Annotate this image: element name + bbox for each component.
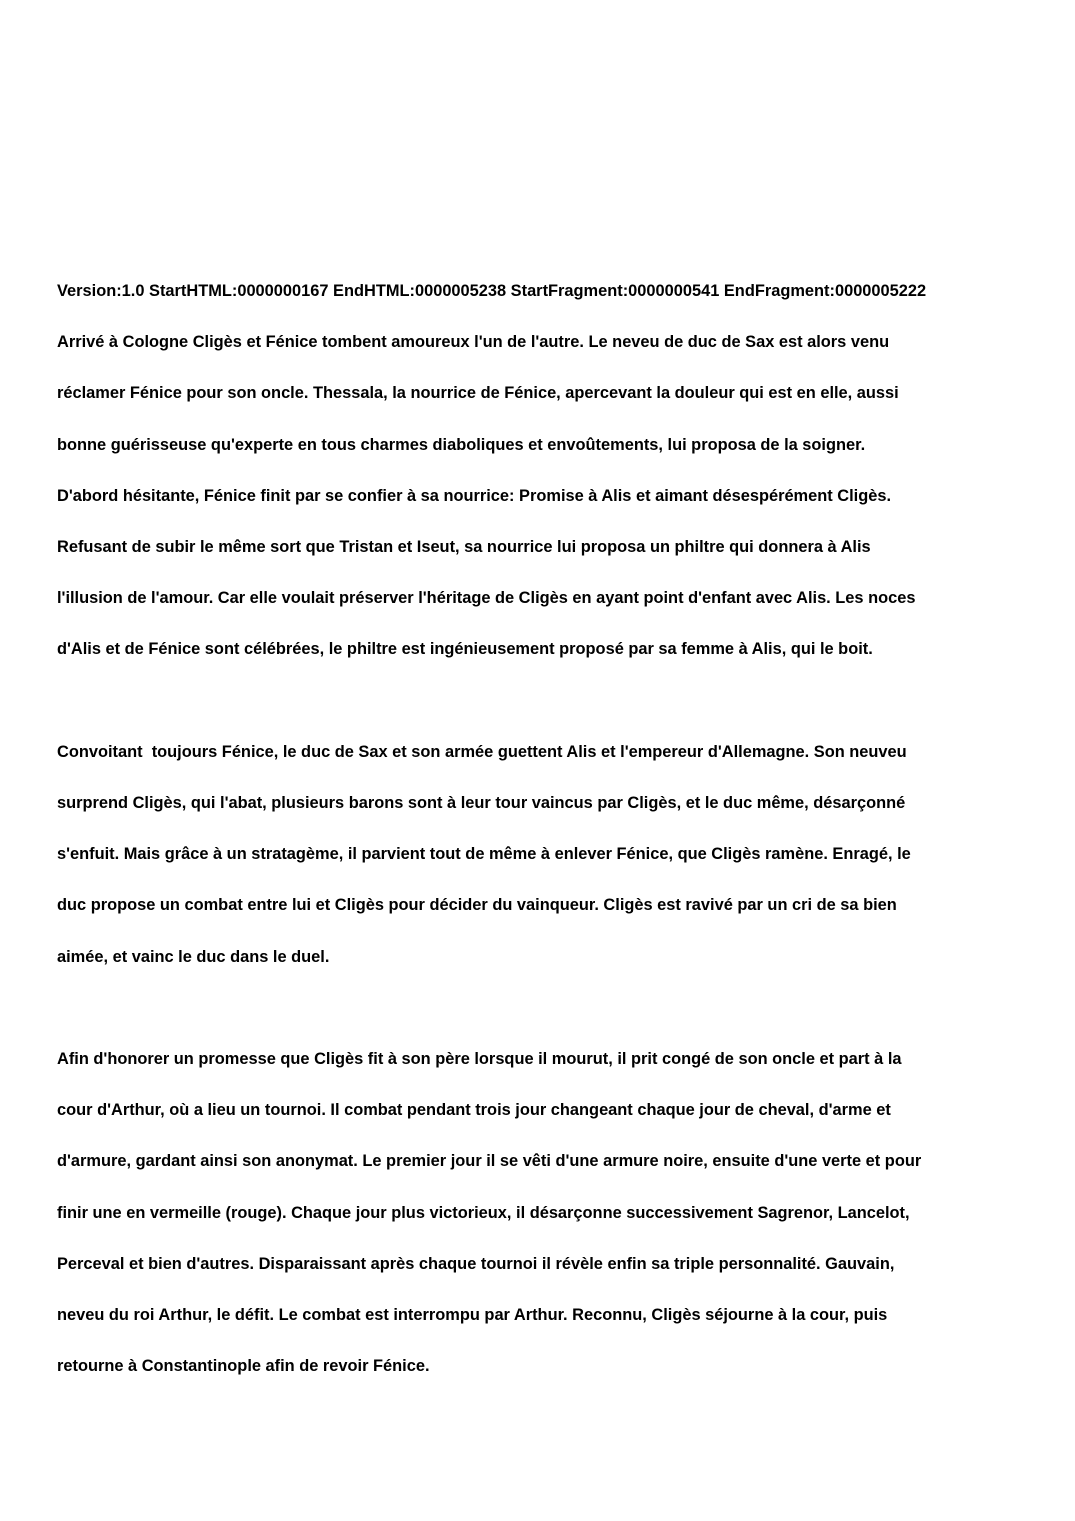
text-line: d'armure, gardant ainsi son anonymat. Le premier jour il se vêti d'une armure noire, ensuite d'une verte et pour bbox=[57, 1152, 922, 1171]
paragraph-spacer bbox=[57, 983, 1057, 1034]
text-line: Perceval et bien d'autres. Disparaissant après chaque tournoi il révèle enfin sa triple personnalité. Gauvain, bbox=[57, 1254, 895, 1273]
text-line: retourne à Constantinople afin de revoir Fénice. bbox=[57, 1357, 430, 1376]
paragraph-3 bbox=[57, 1034, 1057, 1392]
text-line: bonne guérisseuse qu'experte en tous charmes diaboliques et envoûtements, lui proposa de la soigner. bbox=[57, 435, 866, 454]
clipboard-header-line: Version:1.0 StartHTML:0000000167 EndHTML:0000005238 StartFragment:0000000541 EndFragment:0000005222 bbox=[57, 282, 927, 300]
text-line: cour d'Arthur, où a lieu un tournoi. Il combat pendant trois jour changeant chaque jour de cheval, d'arme et bbox=[57, 1101, 891, 1120]
text-line: Afin d'honorer un promesse que Cligès fit à son père lorsque il mourut, il prit congé de son oncle et part à la bbox=[57, 1050, 902, 1069]
text-line: Arrivé à Cologne Cligès et Fénice tombent amoureux l'un de l'autre. Le neveu de duc de Sax est alors venu bbox=[57, 333, 890, 352]
document-body bbox=[57, 266, 1057, 1392]
text-line: D'abord hésitante, Fénice finit par se confier à sa nourrice: Promise à Alis et aimant désespérément Cligès. bbox=[57, 486, 892, 505]
text-line: Convoitant toujours Fénice, le duc de Sax et son armée guettent Alis et l'empereur d'Allemagne. Son neuveu bbox=[57, 742, 907, 761]
text-line: surprend Cligès, qui l'abat, plusieurs barons sont à leur tour vaincus par Cligès, et le duc même, désarçonné bbox=[57, 794, 906, 813]
text-line: neveu du roi Arthur, le défit. Le combat est interrompu par Arthur. Reconnu, Cligès séjourne à la cour, puis bbox=[57, 1306, 888, 1325]
text-line: réclamer Fénice pour son oncle. Thessala, la nourrice de Fénice, apercevant la douleur qui est en elle, aussi bbox=[57, 384, 899, 403]
paragraph-spacer bbox=[57, 676, 1057, 727]
text-line: duc propose un combat entre lui et Cligès pour décider du vainqueur. Cligès est ravivé par un cri de sa bien bbox=[57, 896, 897, 915]
text-line: s'enfuit. Mais grâce à un stratagème, il parvient tout de même à enlever Fénice, que Cligès ramène. Enragé, le bbox=[57, 845, 911, 864]
paragraph-1 bbox=[57, 317, 1057, 675]
text-line: Refusant de subir le même sort que Tristan et Iseut, sa nourrice lui proposa un philtre qui donnera à Alis bbox=[57, 538, 871, 557]
text-line: aimée, et vainc le duc dans le duel. bbox=[57, 947, 330, 966]
paragraph-2 bbox=[57, 727, 1057, 983]
text-line: l'illusion de l'amour. Car elle voulait préserver l'héritage de Cligès en ayant point d'enfant avec Alis. Les noces bbox=[57, 589, 916, 608]
text-line: d'Alis et de Fénice sont célébrées, le philtre est ingénieusement proposé par sa femme à Alis, qui le boit. bbox=[57, 640, 873, 659]
text-line: finir une en vermeille (rouge). Chaque jour plus victorieux, il désarçonne successivement Sagrenor, Lancelot, bbox=[57, 1203, 910, 1222]
